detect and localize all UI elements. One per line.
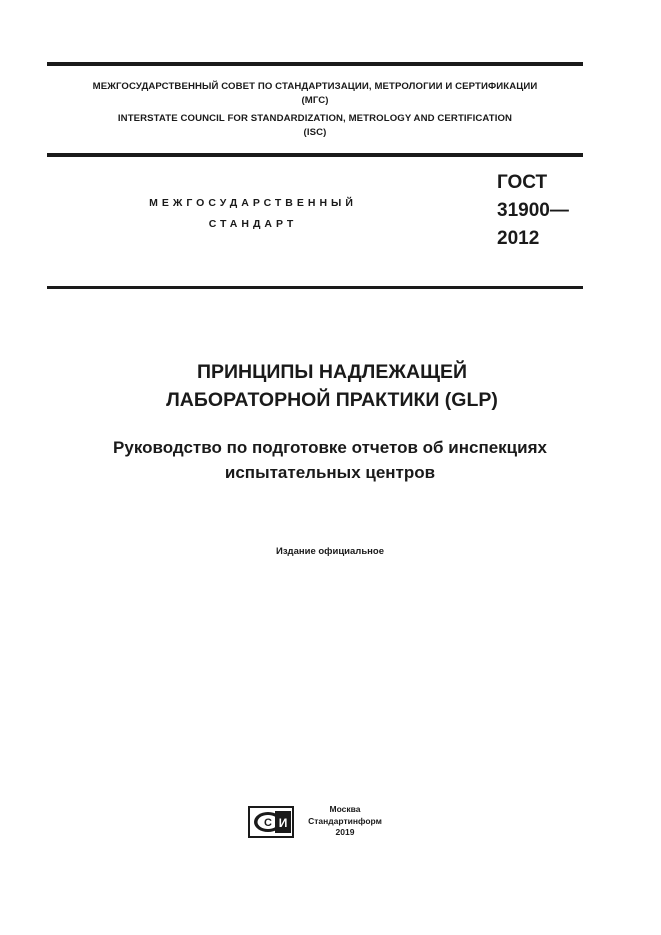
standard-kind-line-1: МЕЖГОСУДАРСТВЕННЫЙ — [149, 197, 357, 209]
publisher-city: Москва — [329, 804, 361, 814]
svg-text:И: И — [278, 816, 288, 830]
document-title — [47, 358, 617, 414]
document-subtitle — [30, 435, 630, 485]
standartinform-logo-icon — [248, 806, 294, 838]
council-name-ru-line: МЕЖГОСУДАРСТВЕННЫЙ СОВЕТ ПО СТАНДАРТИЗАЦИИ, МЕТРОЛОГИИ И СЕРТИФИКАЦИИ — [92, 81, 538, 92]
standard-kind-line-2: СТАНДАРТ — [208, 218, 298, 230]
gost-year: 2012 — [497, 228, 540, 249]
document-subtitle-line-2: испытательных центров — [224, 463, 436, 482]
document-title-line-1: ПРИНЦИПЫ НАДЛЕЖАЩЕЙ — [197, 361, 467, 383]
council-name-en — [47, 112, 583, 140]
council-abbr-ru: (МГС) — [301, 95, 329, 106]
publisher-name: Стандартинформ — [308, 815, 382, 826]
gost-label: ГОСТ — [497, 172, 548, 193]
middle-rule — [47, 153, 583, 157]
document-subtitle-line-1: Руководство по подготовке отчетов об инспекциях — [113, 438, 547, 457]
document-title-line-2: ЛАБОРАТОРНОЙ ПРАКТИКИ (GLP) — [166, 389, 498, 411]
council-name-en-line: INTERSTATE COUNCIL FOR STANDARDIZATION, METROLOGY AND CERTIFICATION — [117, 113, 513, 124]
standard-kind — [130, 193, 376, 235]
gost-number: 31900— — [497, 200, 569, 221]
standard-designation — [497, 169, 569, 253]
edition-label: Издание официальное — [276, 546, 384, 557]
council-name-ru — [47, 80, 583, 108]
svg-text:С: С — [264, 817, 272, 829]
council-abbr-en: (ISC) — [303, 127, 327, 138]
bottom-rule — [47, 286, 583, 289]
publisher-info — [300, 804, 390, 839]
publisher-year: 2019 — [335, 827, 355, 837]
top-rule — [47, 62, 583, 66]
